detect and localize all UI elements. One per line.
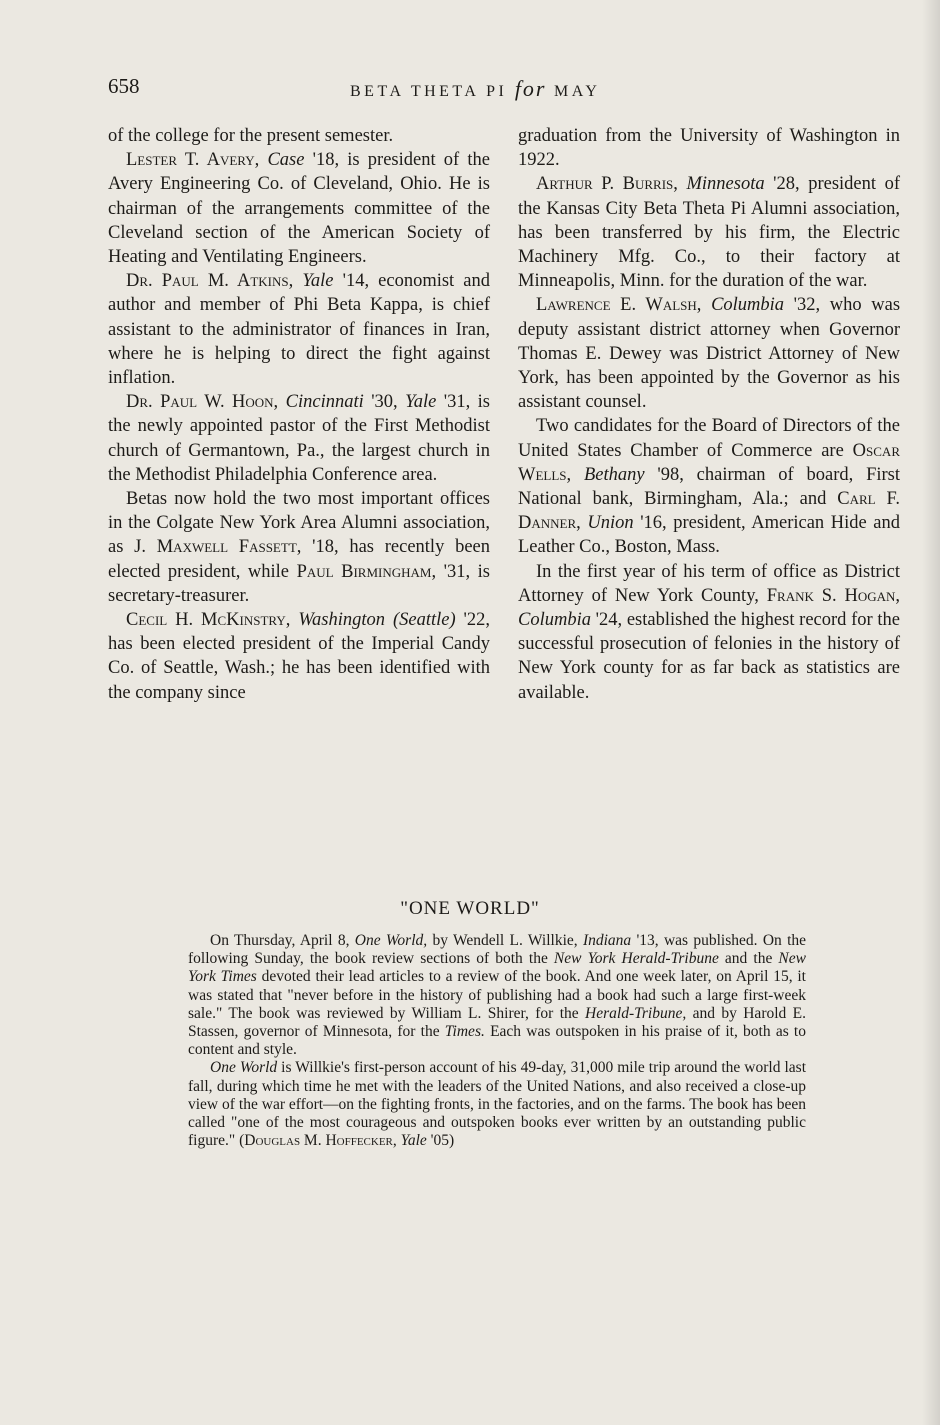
running-head-post: MAY [546,83,601,100]
running-head-pre: BETA THETA PI [350,83,515,100]
running-head-for: for [514,76,547,101]
right-column [518,124,900,705]
right-paragraph-walsh: Lawrence E. Walsh, Columbia '32, who was deputy assistant district attorney when Governor Thomas E. Dewey was District Attorney of New York, has been appointed by the Governor as his assistant counsel. [518,295,901,413]
one-world-paragraph-1: On Thursday, April 8, One World, by Wendell L. Willkie, Indiana '13, was published. On the following Sunday, the book review sections of both the New York Herald-Tribune and the New York Times devoted their lead articles to a review of the book. And one week later, on April 15, it was stated that "never before in the history of publishing had a book had such a large first-week sale." The book was reviewed by William L. Shirer, for the Herald-Tribune, and by Harold E. Stassen, governor of Minnesota, for the Times. Each was outspoken in his praise of it, both as to content and style. [188,932,807,1059]
page-header [108,74,908,104]
page-edge-shadow [922,0,940,1425]
right-paragraph-chamber: Two candidates for the Board of Directors of the United States Chamber of Commerce are Oscar Wells, Bethany '98, chairman of board, First National bank, Birmingham, Ala.; and Carl F. Danner, Union '16, president, American Hide and Leather Co., Boston, Mass. [518,416,901,558]
one-world-article [188,932,806,1150]
one-world-title: "ONE WORLD" [400,898,540,919]
page-number: 658 [108,74,140,98]
left-paragraph-atkins: Dr. Paul M. Atkins, Yale '14, economist and author and member of Phi Beta Kappa, is chief assistant to the administrator of finances in Iran, where he is helping to direct the fight against inflation. [108,271,490,389]
left-paragraph-colgate: Betas now hold the two most important offices in the Colgate New York Area Alumni association, as J. Maxwell Fassett, '18, has recently been elected president, while Paul Birmingham, '31, is secretary-treasurer. [108,489,490,606]
left-paragraph-avery: Lester T. Avery, Case '18, is president of the Avery Engineering Co. of Cleveland, Ohio. He is chairman of the arrangements committee of the Cleveland section of the American Society of Heating and Ventilating Engineers. [108,150,490,268]
right-paragraph-1: graduation from the University of Washington in 1922. [518,126,900,171]
running-head [350,76,600,102]
left-paragraph-1: of the college for the present semester. [108,126,394,146]
left-paragraph-mckinstry: Cecil H. McKinstry, Washington (Seattle) '22, has been elected president of the Imperial Candy Co. of Seattle, Wash.; he has been identified with the company since [108,610,491,703]
left-paragraph-hoon: Dr. Paul W. Hoon, Cincinnati '30, Yale '31, is the newly appointed pastor of the First Methodist church of Germantown, Pa., the largest church in the Methodist Philadelphia Conference area. [108,392,490,485]
right-paragraph-burris: Arthur P. Burris, Minnesota '28, president of the Kansas City Beta Theta Pi Alumni association, has been transferred by his firm, the Electric Machinery Mfg. Co., to their factory at Minneapolis, Minn. for the duration of the war. [518,174,900,292]
one-world-paragraph-2: One World is Willkie's first-person account of his 49-day, 31,000 mile trip around the world last fall, during which time he met with the leaders of the United Nations, and also received a close-up view of the war effort—on the fighting fronts, in the factories, and on the farms. The book has been called "one of the most courageous and outspoken books ever written by an outstanding public figure." (Douglas M. Hoffecker, Yale '05) [188,1059,806,1150]
right-paragraph-hogan: In the first year of his term of office as District Attorney of New York County, Frank S. Hogan, Columbia '24, established the highest record for the successful prosecution of felonies in the history of New York county for as far back as statistics are available. [518,561,901,703]
left-column [108,124,490,705]
